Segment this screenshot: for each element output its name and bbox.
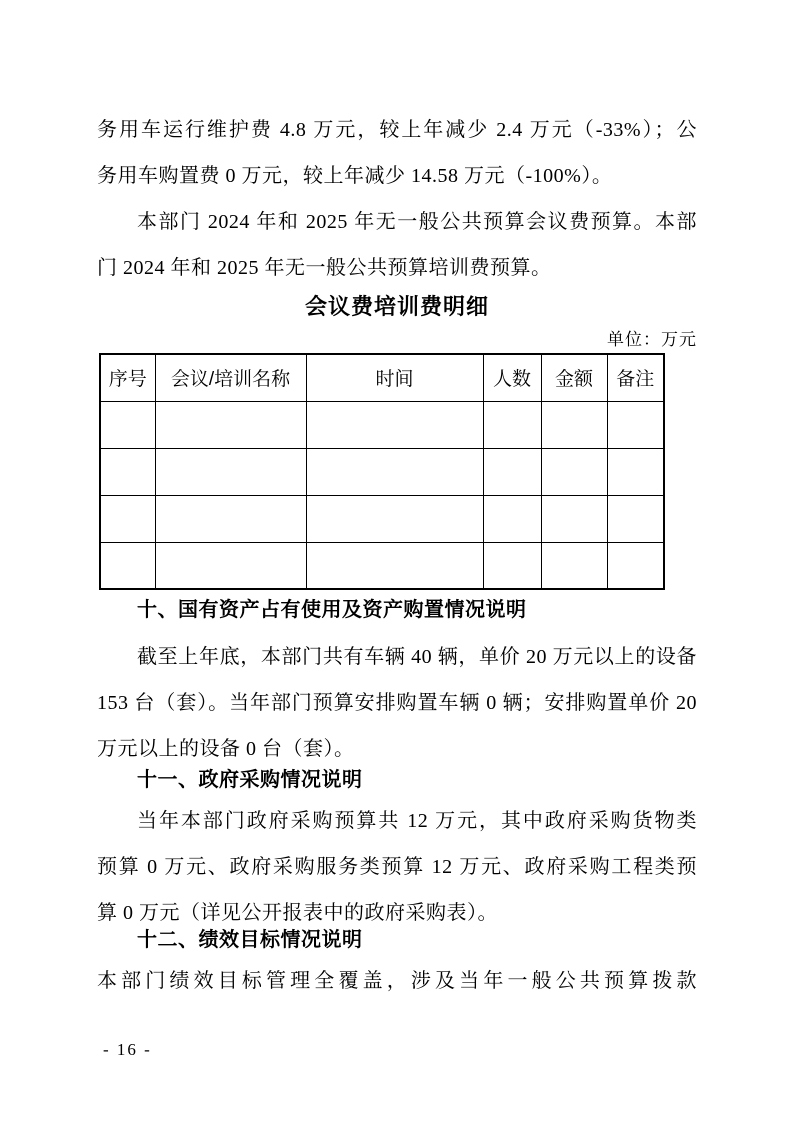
column-header-time: 时间 (306, 354, 483, 401)
table-cell (155, 448, 306, 495)
paragraph-line: 截至上年底，本部门共有车辆 40 辆，单价 20 万元以上的设备 (137, 646, 697, 668)
table-cell (100, 495, 155, 542)
paragraph-line: 本部门绩效目标管理全覆盖，涉及当年一般公共预算拨款 (97, 970, 697, 992)
section-heading-state-assets: 十、国有资产占有使用及资产购置情况说明 (137, 599, 527, 621)
table-header-row (100, 354, 664, 401)
table-cell (483, 448, 541, 495)
table-row (100, 542, 664, 589)
table-cell (100, 401, 155, 448)
paragraph-line: 预算 0 万元、政府采购服务类预算 12 万元、政府采购工程类预 (97, 856, 697, 878)
table-cell (306, 448, 483, 495)
meeting-training-fee-table (99, 353, 665, 590)
column-header-meeting-name: 会议/培训名称 (155, 354, 306, 401)
table-cell (541, 448, 607, 495)
table-cell (100, 542, 155, 589)
table-cell (306, 542, 483, 589)
table-cell (483, 401, 541, 448)
table-cell (155, 401, 306, 448)
paragraph-line: 万元以上的设备 0 台（套）。 (97, 738, 355, 760)
paragraph-line: 务用车运行维护费 4.8 万元，较上年减少 2.4 万元（-33%）；公 (97, 119, 697, 141)
table-cell (607, 495, 664, 542)
table-cell (541, 495, 607, 542)
table-cell (483, 542, 541, 589)
unit-label: 单位：万元 (607, 330, 697, 349)
table-cell (100, 448, 155, 495)
column-header-amount: 金额 (541, 354, 607, 401)
table-cell (607, 542, 664, 589)
page-number: - 16 - (103, 1040, 152, 1059)
table-cell (607, 448, 664, 495)
paragraph-line: 门 2024 年和 2025 年无一般公共预算培训费预算。 (97, 257, 552, 279)
document-content (97, 107, 697, 1004)
paragraph-line: 算 0 万元（详见公开报表中的政府采购表）。 (97, 902, 498, 924)
paragraph-line: 153 台（套）。当年部门预算安排购置车辆 0 辆；安排购置单价 20 (97, 692, 697, 714)
paragraph-line: 本部门 2024 年和 2025 年无一般公共预算会议费预算。本部 (137, 211, 697, 233)
section-heading-government-procurement: 十一、政府采购情况说明 (137, 769, 363, 791)
section-heading-performance-goals: 十二、绩效目标情况说明 (137, 929, 363, 951)
column-header-serial: 序号 (100, 354, 155, 401)
table-cell (155, 495, 306, 542)
table-cell (155, 542, 306, 589)
table-cell (607, 401, 664, 448)
table-cell (541, 401, 607, 448)
table-cell (306, 495, 483, 542)
column-header-people: 人数 (483, 354, 541, 401)
paragraph-line: 当年本部门政府采购预算共 12 万元，其中政府采购货物类 (137, 810, 697, 832)
table-cell (483, 495, 541, 542)
table-cell (306, 401, 483, 448)
paragraph-line: 务用车购置费 0 万元，较上年减少 14.58 万元（-100%）。 (97, 165, 613, 187)
table-row (100, 495, 664, 542)
column-header-remark: 备注 (607, 354, 664, 401)
table-row (100, 448, 664, 495)
table-row (100, 401, 664, 448)
table-title: 会议费培训费明细 (304, 294, 489, 319)
table-cell (541, 542, 607, 589)
